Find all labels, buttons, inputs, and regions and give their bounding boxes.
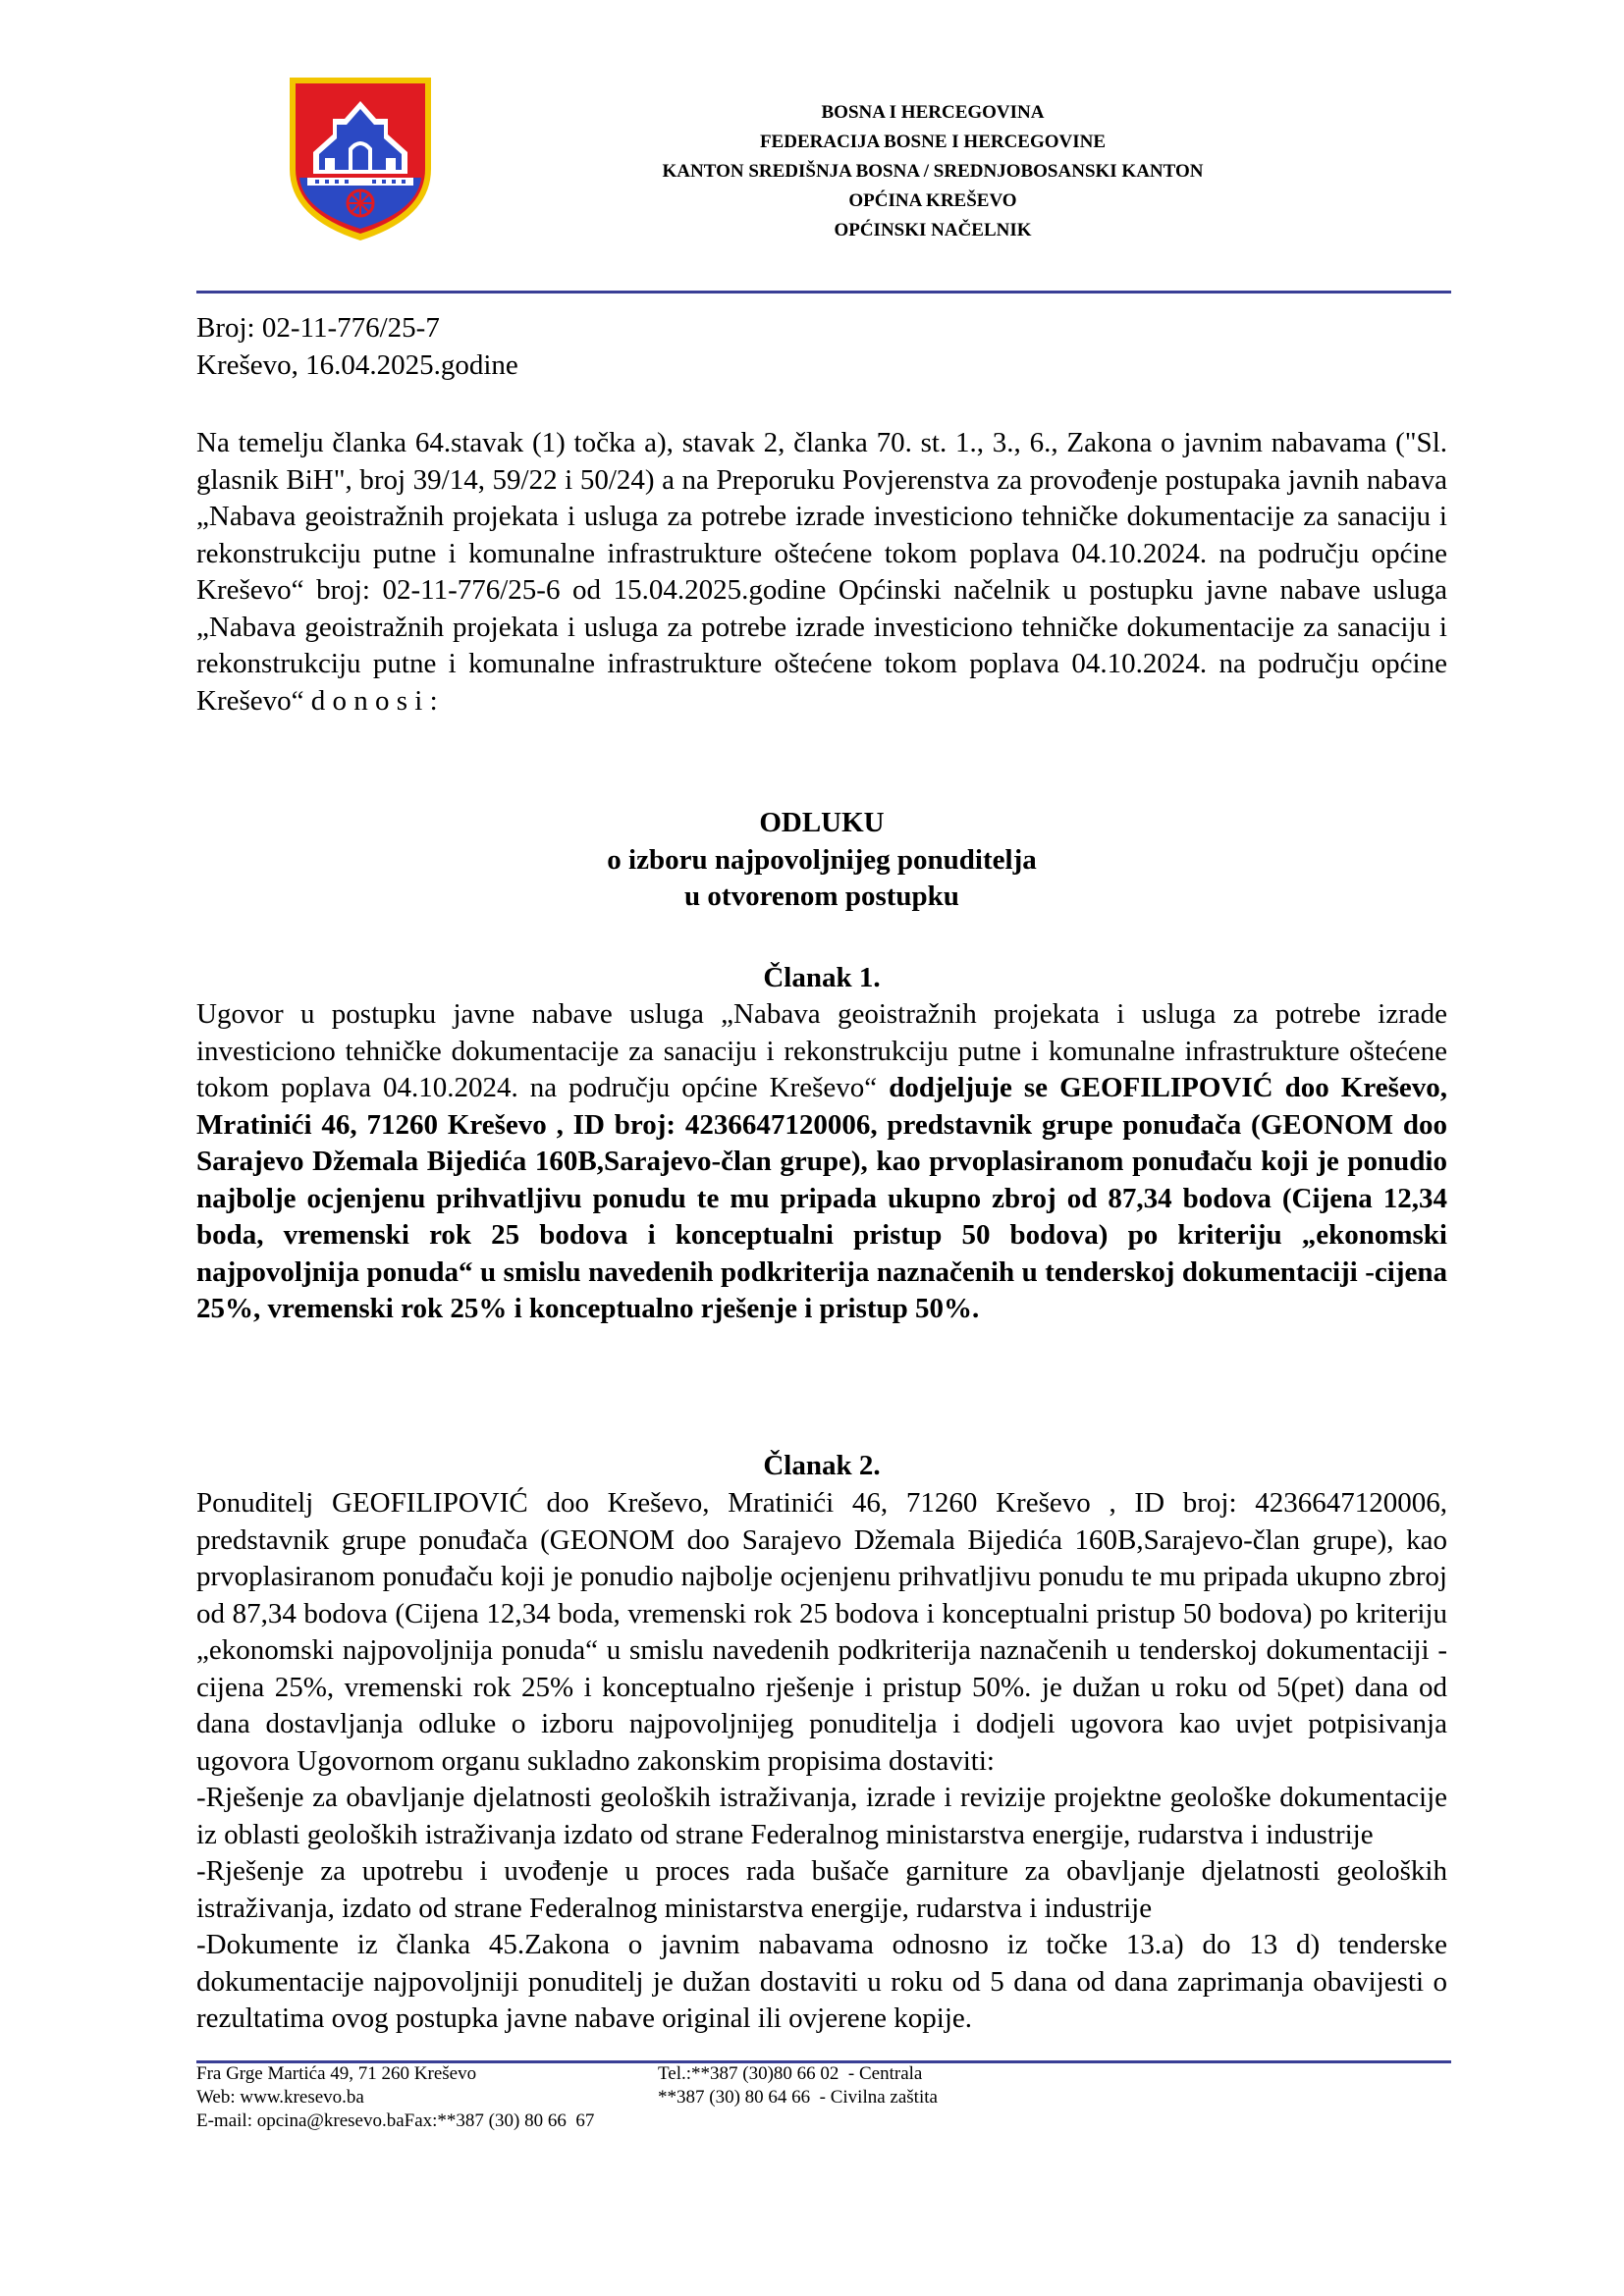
title-subject: o izboru najpovoljnijeg ponuditelja: [607, 843, 1037, 876]
article-2-heading: Članak 2.: [763, 1450, 881, 1481]
reference-block: [196, 310, 1447, 384]
footer-contact-left: [196, 2062, 594, 2133]
header-country: BOSNA I HERCEGOVINA: [821, 102, 1045, 123]
footer-email-fax: E-mail: opcina@kresevo.baFax:**387 (30) 80 66 67: [196, 2110, 595, 2131]
article-1-bold: dodjeljuje se GEOFILIPOVIĆ doo Kreševo, Mratinići 46, 71260 Kreševo , ID broj: 4236647120006, predstavnik grupe ponuđača (GEONOM doo Sarajevo Džemala Bijedića 160B,Sarajevo-član grupe), kao prvoplasiranom ponuđaču koji je ponudio najbolje ocjenjenu prihvatljivu ponudu te mu pripada ukupno zbroj od 87,34 bodova (Cijena 12,34 boda, vremenski rok 25 bodova i konceptualni pristup 50 bodova) po kriteriju „ekonomski najpovoljnija ponuda“ u smislu navedenih podkriterija naznačenih u tenderskoj dokumentaciji -cijena 25%, vremenski rok 25% i konceptualno rješenje i pristup 50%.: [196, 1072, 1447, 1324]
header-canton: KANTON SREDIŠNJA BOSNA / SREDNJOBOSANSKI KANTON: [662, 161, 1204, 182]
reference-number: Broj: 02-11-776/25-7: [196, 312, 440, 344]
reference-place-date: Kreševo, 16.04.2025.godine: [196, 348, 518, 381]
article-1-plain: Ugovor u postupku javne nabave usluga „Nabava geoistražnih projekata i usluga za potrebe izrade investiciono tehničke dokumentacije za sanaciju i rekonstrukciju putne i komunalne infrastrukture oštećene tokom poplava 04.10.2024. na području općine Kreševo“: [196, 998, 1447, 1103]
title-procedure: u otvorenom postupku: [684, 881, 959, 912]
footer-phone-civil: **387 (30) 80 64 66 - Civilna zaštita: [658, 2087, 938, 2108]
article-2-text: [196, 1485, 1447, 2038]
title-decision: ODLUKU: [759, 807, 885, 838]
article-1-text: [196, 996, 1447, 1328]
intro-paragraph: Na temelju članka 64.stavak (1) točka a), stavak 2, članka 70. st. 1., 3., 6., Zakona o javnim nabavama ("Sl. glasnik BiH", broj 39/14, 59/22 i 50/24) a na Preporuku Povjerenstva za provođenje postupaka javnih nabava „Nabava geoistražnih projekata i usluga za potrebe izrade investiciono tehničke dokumentacije za sanaciju i rekonstrukciju putne i komunalne infrastrukture oštećene tokom poplava 04.10.2024. na području općine Kreševo“ broj: 02-11-776/25-6 od 15.04.2025.godine Općinski načelnik u postupku javne nabave usluga „Nabava geoistražnih projekata i usluga za potrebe izrade investiciono tehničke dokumentacije za sanaciju i rekonstrukciju putne i komunalne infrastrukture oštećene tokom poplava 04.10.2024. na području općine Kreševo“ d o n o s i :: [196, 427, 1447, 717]
coat-of-arms-logo: [288, 76, 433, 242]
footer-address: Fra Grge Martića 49, 71 260 Kreševo: [196, 2063, 477, 2084]
article-2-item-documents: -Dokumente iz članka 45.Zakona o javnim nabavama odnosno iz točke 13.a) do 13 d) tenderske dokumentacije najpovoljniji ponuditelj je dužan dostaviti u roku od 5 dana od dana zaprimanja obavijesti o rezultatima ovog postupka javne nabave original ili ovjerene kopije.: [196, 1929, 1447, 2034]
footer-contact-right: [658, 2062, 938, 2109]
article-1-heading: Članak 1.: [763, 962, 881, 993]
article-2-item-geology-license: -Rješenje za obavljanje djelatnosti geoloških istraživanja, izrade i revizije projektne geološke dokumentacije iz oblasti geoloških istraživanja izdato od strane Federalnog ministarstva energije, rudarstva i industrije: [196, 1782, 1447, 1850]
footer-web: Web: www.kresevo.ba: [196, 2087, 364, 2108]
article-2-item-drilling-license: -Rješenje za upotrebu i uvođenje u proces rada bušače garniture za obavljanje djelatnosti geoloških istraživanja, izdato od strane Federalnog ministarstva energije, rudarstva i industrije: [196, 1855, 1447, 1924]
institution-header: [589, 98, 1276, 245]
header-federation: FEDERACIJA BOSNE I HERCEGOVINE: [759, 132, 1107, 152]
header-office: OPĆINSKI NAČELNIK: [834, 220, 1032, 240]
document-title: [196, 805, 1447, 916]
footer-phone-central: Tel.:**387 (30)80 66 02 - Centrala: [658, 2063, 923, 2084]
article-2-paragraph: Ponuditelj GEOFILIPOVIĆ doo Kreševo, Mratinići 46, 71260 Kreševo , ID broj: 4236647120006, predstavnik grupe ponuđača (GEONOM doo Sarajevo Džemala Bijedića 160B,Sarajevo-član grupe), kao prvoplasiranom ponuđaču koji je ponudio najbolje ocjenjenu prihvatljivu ponudu te mu pripada ukupno zbroj od 87,34 bodova (Cijena 12,34 boda, vremenski rok 25 bodova i konceptualni pristup 50 bodova) po kriteriju „ekonomski najpovoljnija ponuda“ u smislu navedenih podkriterija naznačenih u tenderskoj dokumentaciji -cijena 25%, vremenski rok 25% i konceptualno rješenje i pristup 50%. je dužan u roku od 5(pet) dana od dana dostavljanja odluke o izboru najpovoljnijeg ponuditelja i dodjeli ugovora kao uvjet potpisivanja ugovora Ugovornom organu sukladno zakonskim propisima dostaviti:: [196, 1487, 1447, 1777]
header-divider: [196, 291, 1451, 294]
header-municipality: OPĆINA KREŠEVO: [848, 190, 1017, 211]
